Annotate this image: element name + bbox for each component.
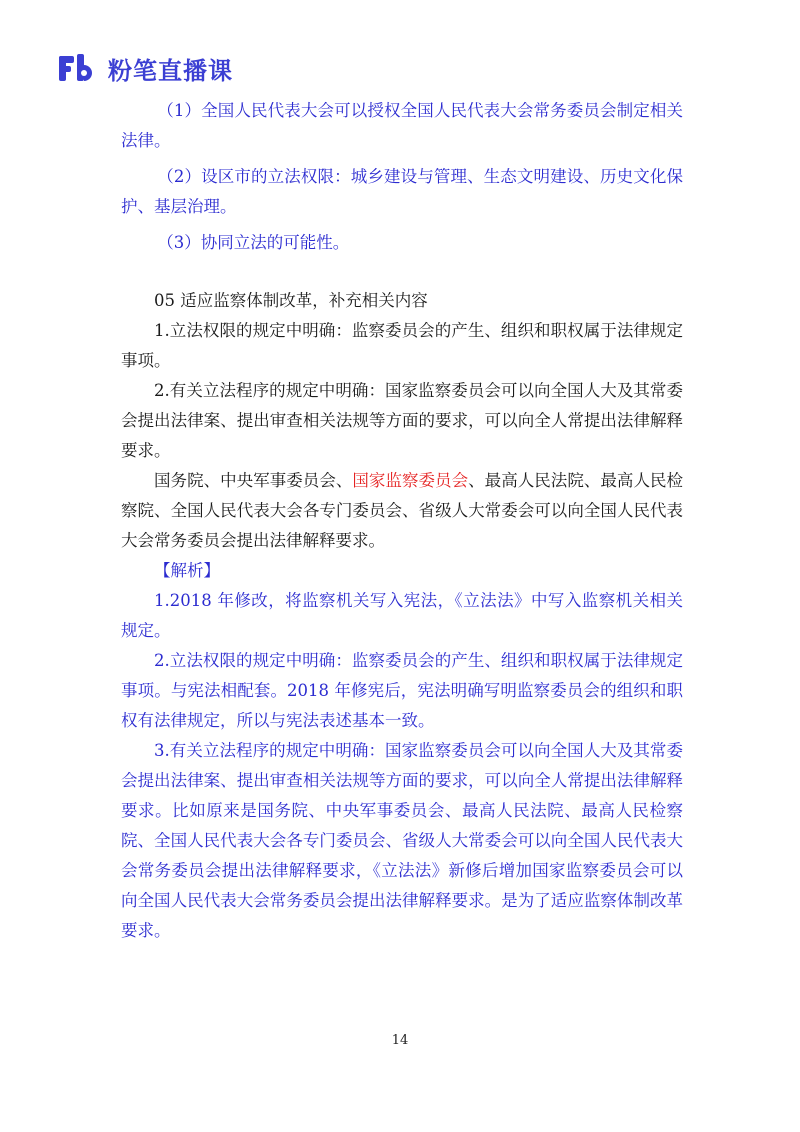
paragraph-6: 2.有关立法程序的规定中明确：国家监察委员会可以向全国人大及其常委会提出法律案、提出审查相关法规等方面的要求，可以向全人常提出法律解释要求。 (121, 381, 683, 460)
section-heading: 05 适应监察体制改革，补充相关内容 (154, 291, 428, 310)
analysis-1: 1.2018 年修改，将监察机关写入宪法，《立法法》中写入监察机关相关规定。 (121, 591, 683, 640)
brand-logo (58, 51, 233, 85)
fb-logo-icon (58, 51, 98, 85)
paragraph-7 (121, 466, 683, 556)
analysis-label: 【解析】 (154, 561, 220, 580)
paragraph-5: 1.立法权限的规定中明确：监察委员会的产生、组织和职权属于法律规定事项。 (121, 321, 683, 370)
paragraph-1: （1）全国人民代表大会可以授权全国人民代表大会常务委员会制定相关法律。 (121, 101, 683, 150)
document-body (121, 96, 683, 946)
paragraph-3: （3）协同立法的可能性。 (157, 233, 350, 252)
brand-name: 粉笔直播课 (108, 56, 233, 85)
analysis-2: 2.立法权限的规定中明确：监察委员会的产生、组织和职权属于法律规定事项。与宪法相配套。2018 年修宪后，宪法明确写明监察委员会的组织和职权有法律规定，所以与宪法表述基本一致。 (121, 651, 683, 730)
page-number: 14 (391, 1033, 409, 1048)
p7-text-a: 国务院、中央军事委员会、 (154, 471, 353, 490)
p7-highlight: 国家监察委员会 (352, 471, 469, 490)
paragraph-2: （2）设区市的立法权限：城乡建设与管理、生态文明建设、历史文化保护、基层治理。 (121, 167, 683, 216)
p7-text-b: 、最高人民法院、最高人民检察院、全国人民代表大会各专门委员会、省级人大常委会可以向全国人民代表大会常务委员会提出法律解释要求。 (121, 471, 684, 550)
analysis-3: 3.有关立法程序的规定中明确：国家监察委员会可以向全国人大及其常委会提出法律案、提出审查相关法规等方面的要求，可以向全人常提出法律解释要求。比如原来是国务院、中央军事委员会、最高人民法院、最高人民检察院、全国人民代表大会各专门委员会、省级人大常委会可以向全国人民代表大会常务委员会提出法律解释要求，《立法法》新修后增加国家监察委员会可以向全国人民代表大会常务委员会提出法律解释要求。是为了适应监察体制改革要求。 (121, 741, 683, 940)
